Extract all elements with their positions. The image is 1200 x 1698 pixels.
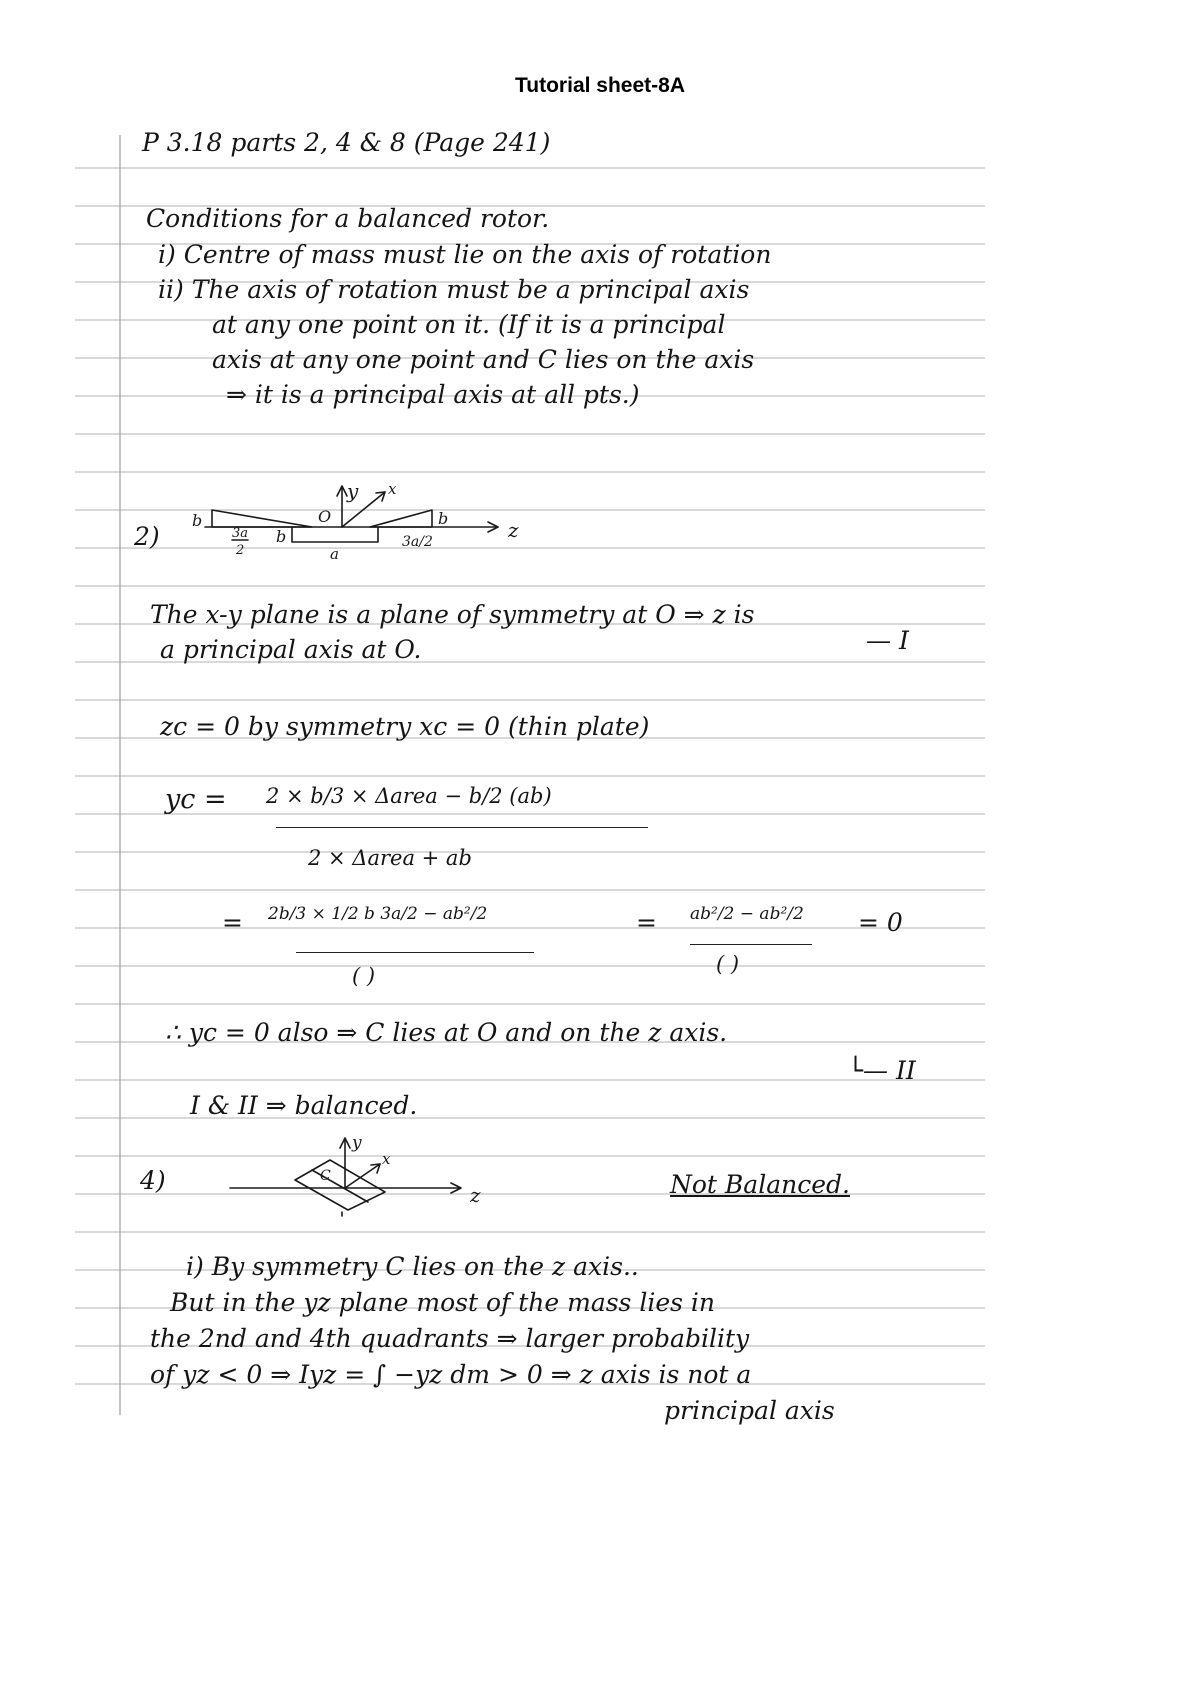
left-triangle	[212, 510, 312, 527]
part-2-line-1: The x-y plane is a plane of symmetry at O ⇒ z is	[150, 600, 755, 629]
part-2-line-4: ∴ yc = 0 also ⇒ C lies at O and on the z axis.	[165, 1018, 728, 1047]
x-axis-line	[345, 1164, 380, 1188]
condition-item-2-cont-2: axis at any one point and C lies on the axis	[212, 345, 755, 374]
fig-dim-left-bot: 2	[236, 543, 245, 558]
calc-numerator-2: ab²/2 − ab²/2	[690, 904, 804, 924]
plate-outline	[295, 1160, 385, 1210]
part-4-figure	[220, 1130, 520, 1220]
calc-fraction-bar	[296, 952, 534, 953]
part-4-line-3: the 2nd and 4th quadrants ⇒ larger probability	[150, 1324, 750, 1353]
calc-numerator: 2b/3 × 1/2 b 3a/2 − ab²/2	[268, 904, 488, 924]
fig-y-label: y	[352, 1133, 362, 1153]
part-4-verdict: Not Balanced.	[670, 1170, 850, 1199]
fig-z-label: z	[470, 1183, 481, 1207]
right-triangle	[370, 510, 432, 527]
fig-dim-left-top: 3a	[232, 526, 249, 541]
header-note: P 3.18 parts 2, 4 & 8 (Page 241)	[142, 128, 551, 157]
calc-fraction-bar-2	[690, 944, 812, 945]
condition-item-1: i) Centre of mass must lie on the axis of rotation	[158, 240, 772, 269]
part-4-line-2: But in the yz plane most of the mass lies in	[170, 1288, 715, 1317]
conditions-heading: Conditions for a balanced rotor.	[146, 204, 550, 233]
condition-item-2-cont-3: ⇒ it is a principal axis at all pts.)	[226, 380, 640, 409]
yc-numerator: 2 × b/3 × Δarea − b/2 (ab)	[266, 784, 552, 808]
fig-x-label: x	[388, 480, 397, 498]
calc-denominator-2: ( )	[716, 952, 740, 976]
part-2-line-2: a principal axis at O.	[160, 635, 422, 664]
part-2-label: 2)	[134, 522, 160, 551]
part-2-figure	[180, 480, 560, 590]
fig-dim-mid: a	[330, 545, 339, 563]
part-4-line-5: principal axis	[664, 1396, 835, 1425]
part-2-mark-1: — I	[866, 626, 909, 655]
fig-b-right: b	[438, 509, 449, 528]
fig-y-label: y	[347, 479, 359, 503]
fig-b-left: b	[192, 511, 203, 530]
calc-mid-eq: =	[636, 908, 657, 937]
calc-eq: =	[222, 908, 243, 937]
part-2-line-3: zc = 0 by symmetry xc = 0 (thin plate)	[160, 712, 650, 741]
condition-item-2: ii) The axis of rotation must be a principal axis	[158, 275, 750, 304]
calc-result: = 0	[858, 908, 903, 937]
fig-dim-right: 3a/2	[402, 534, 433, 550]
yc-denominator: 2 × Δarea + ab	[308, 846, 472, 870]
part-4-label: 4)	[140, 1166, 166, 1195]
part-4-line-1: i) By symmetry C lies on the z axis..	[186, 1252, 639, 1281]
page-title: Tutorial sheet-8A	[515, 74, 685, 97]
part-2-line-5: I & II ⇒ balanced.	[190, 1091, 418, 1120]
center-rectangle	[292, 527, 378, 542]
yc-fraction-bar	[276, 827, 648, 828]
part-2-mark-2: └— II	[848, 1056, 916, 1085]
yc-lhs: yc =	[165, 784, 227, 815]
fig-z-label: z	[508, 518, 519, 542]
fig-b-mid: b	[276, 527, 287, 546]
fig-o-label: O	[318, 507, 332, 526]
fig-c-label: C	[320, 1168, 331, 1184]
part-4-line-4: of yz < 0 ⇒ Iyz = ∫ −yz dm > 0 ⇒ z axis is not a	[150, 1360, 752, 1389]
condition-item-2-cont-1: at any one point on it. (If it is a principal	[212, 310, 726, 339]
fig-x-label: x	[382, 1150, 391, 1168]
calc-denominator: ( )	[352, 964, 376, 988]
